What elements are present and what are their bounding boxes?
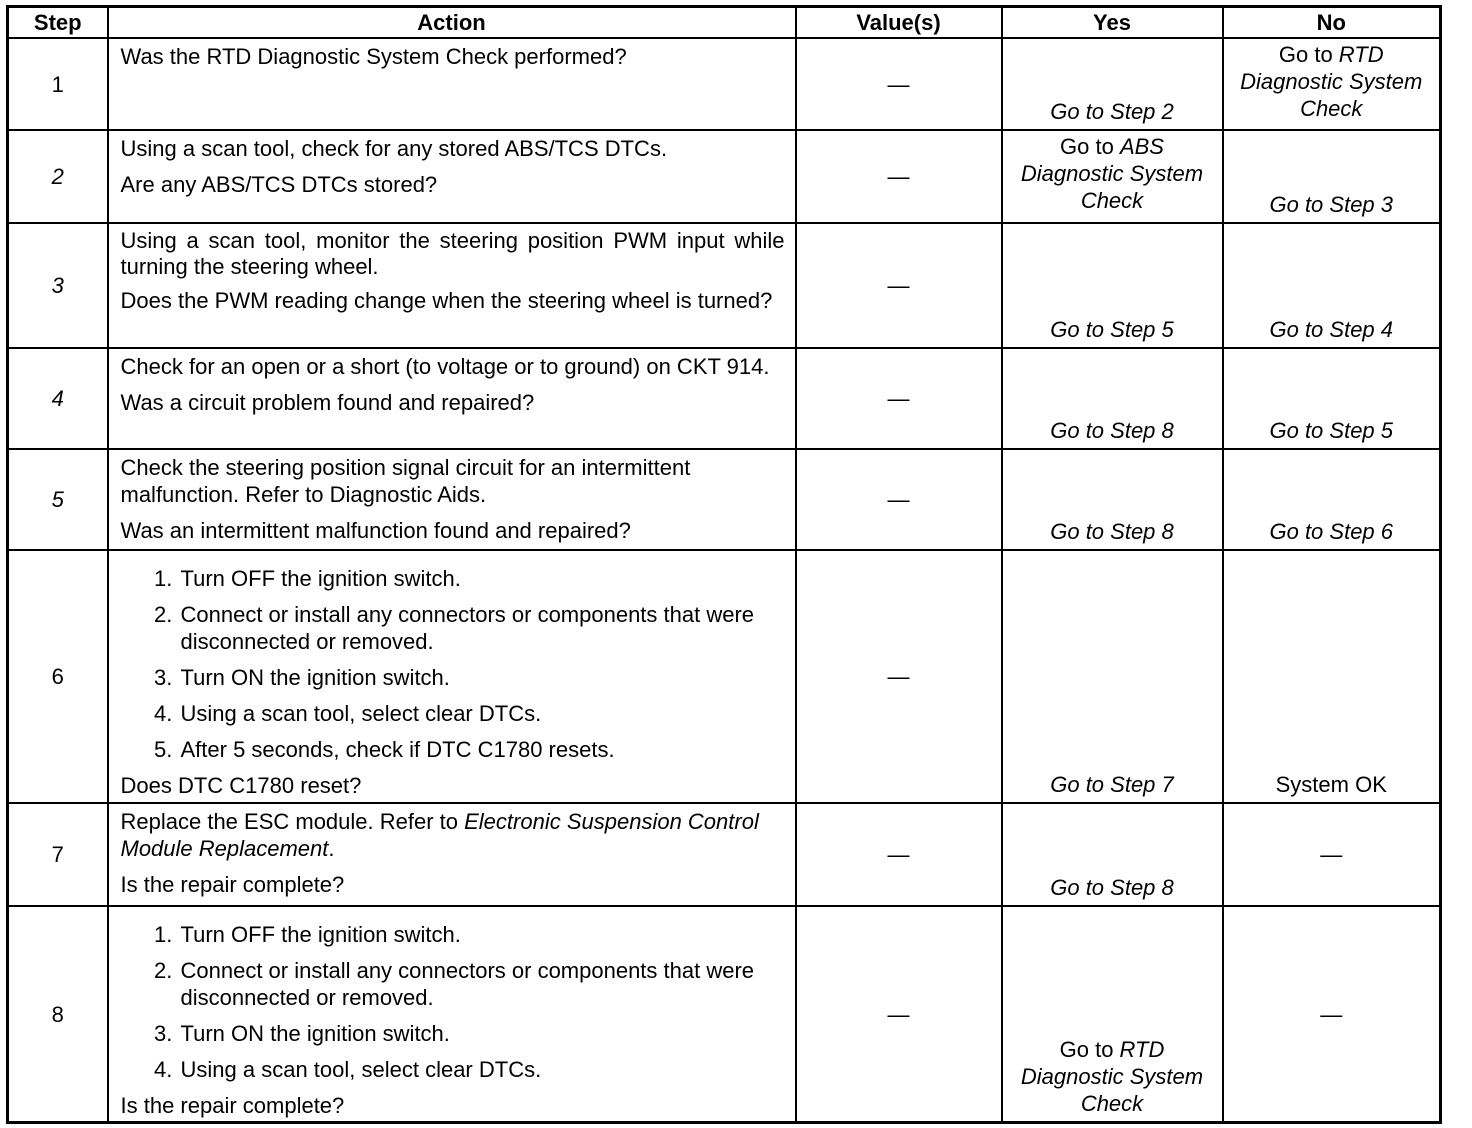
table-row [8,906,1441,1123]
list-item: 3. Turn ON the ignition switch. [179,1020,785,1047]
no-result: System OK [1275,772,1387,797]
list-item: 4. Using a scan tool, select clear DTCs. [179,1056,785,1083]
action-question: Was an intermittent malfunction found and repaired? [120,518,631,543]
value-cell: — [796,223,1002,348]
action-text: Using a scan tool, check for any stored ABS/TCS DTCs. [120,136,668,161]
action-cell [108,38,796,130]
yes-cell [1002,38,1223,130]
step-number: 8 [8,906,108,1123]
action-question: Was a circuit problem found and repaired? [120,390,535,415]
action-cell [108,803,796,906]
action-question: Is the repair complete? [120,1093,345,1118]
yes-cell [1002,223,1223,348]
yes-cell [1002,130,1223,223]
no-cell: — [1223,906,1441,1123]
header-values: Value(s) [796,7,1002,39]
procedure-list [121,921,785,1083]
value-cell: — [796,906,1002,1123]
no-link[interactable]: RTD Diagnostic System Check [1240,42,1423,121]
no-cell [1223,449,1441,550]
table-row [8,130,1441,223]
value-cell: — [796,38,1002,130]
action-question: Is the repair complete? [120,872,345,897]
table-row [8,550,1441,803]
yes-link[interactable]: Go to Step 5 [1050,317,1174,342]
step-number: 5 [8,449,108,550]
list-item: 3. Turn ON the ignition switch. [179,664,785,691]
header-step: Step [8,7,108,39]
step-number: 7 [8,803,108,906]
action-text: Was the RTD Diagnostic System Check performed? [120,44,627,69]
action-cell [108,906,796,1123]
action-text [121,808,785,862]
yes-prefix: Go to [1059,1037,1120,1062]
value-cell: — [796,550,1002,803]
table-row [8,449,1441,550]
list-item: 4. Using a scan tool, select clear DTCs. [179,700,785,727]
no-cell [1223,38,1441,130]
header-row [8,7,1441,39]
yes-link[interactable]: Go to Step 8 [1050,519,1174,544]
value-cell: — [796,130,1002,223]
yes-prefix: Go to [1060,134,1120,159]
action-text: Check the steering position signal circuit for an intermittent malfunction. Refer to Diagnostic Aids. [120,455,691,507]
action-text-pre: Replace the ESC module. Refer to [120,809,465,834]
action-cell [108,348,796,449]
no-link[interactable]: Go to Step 3 [1269,192,1394,217]
action-cell [108,130,796,223]
list-item: 1. Turn OFF the ignition switch. [179,565,785,592]
header-action: Action [108,7,796,39]
step-number: 3 [8,223,108,348]
action-reference-link[interactable]: Electronic Suspension Control Module Replacement [120,809,759,861]
yes-cell [1002,550,1223,803]
table-row [8,803,1441,906]
yes-link[interactable]: Go to Step 8 [1050,418,1174,443]
action-cell [108,550,796,803]
procedure-list [121,565,785,763]
list-item: 2. Connect or install any connectors or components that were disconnected or removed. [179,957,785,1011]
table-row [8,223,1441,348]
no-cell: — [1223,803,1441,906]
step-number: 4 [8,348,108,449]
step-number: 6 [8,550,108,803]
no-link[interactable]: Go to Step 4 [1269,317,1394,342]
yes-link[interactable]: Go to Step 8 [1050,875,1174,900]
action-question: Are any ABS/TCS DTCs stored? [120,172,438,197]
no-cell [1223,348,1441,449]
diagnostic-table [6,5,1442,1124]
action-text-post: . [328,836,335,861]
yes-link[interactable]: RTD Diagnostic System Check [1020,1037,1204,1116]
no-link[interactable]: Go to Step 5 [1269,418,1394,443]
action-text: Check for an open or a short (to voltage or to ground) on CKT 914. [120,354,770,379]
value-cell: — [796,348,1002,449]
no-cell [1223,223,1441,348]
step-number: 2 [8,130,108,223]
value-cell: — [796,803,1002,906]
action-question: Does the PWM reading change when the steering wheel is turned? [120,288,773,313]
table-row [8,38,1441,130]
action-cell [108,223,796,348]
yes-cell [1002,906,1223,1123]
table-row [8,348,1441,449]
yes-cell [1002,803,1223,906]
yes-link[interactable]: Go to Step 7 [1050,772,1174,797]
action-text: Using a scan tool, monitor the steering position PWM input while turning the steering wheel. [120,228,785,279]
list-item: 5. After 5 seconds, check if DTC C1780 resets. [179,736,785,763]
header-yes: Yes [1002,7,1223,39]
action-question: Does DTC C1780 reset? [120,773,362,798]
action-cell [108,449,796,550]
no-prefix: Go to [1278,42,1339,67]
no-link[interactable]: Go to Step 6 [1269,519,1394,544]
value-cell: — [796,449,1002,550]
yes-cell [1002,348,1223,449]
step-number: 1 [8,38,108,130]
yes-link[interactable]: Go to Step 2 [1050,99,1174,124]
no-cell [1223,130,1441,223]
list-item: 1. Turn OFF the ignition switch. [179,921,785,948]
list-item: 2. Connect or install any connectors or components that were disconnected or removed. [179,601,785,655]
yes-cell [1002,449,1223,550]
yes-link[interactable]: ABS Diagnostic System Check [1020,134,1204,213]
no-cell [1223,550,1441,803]
header-no: No [1223,7,1441,39]
